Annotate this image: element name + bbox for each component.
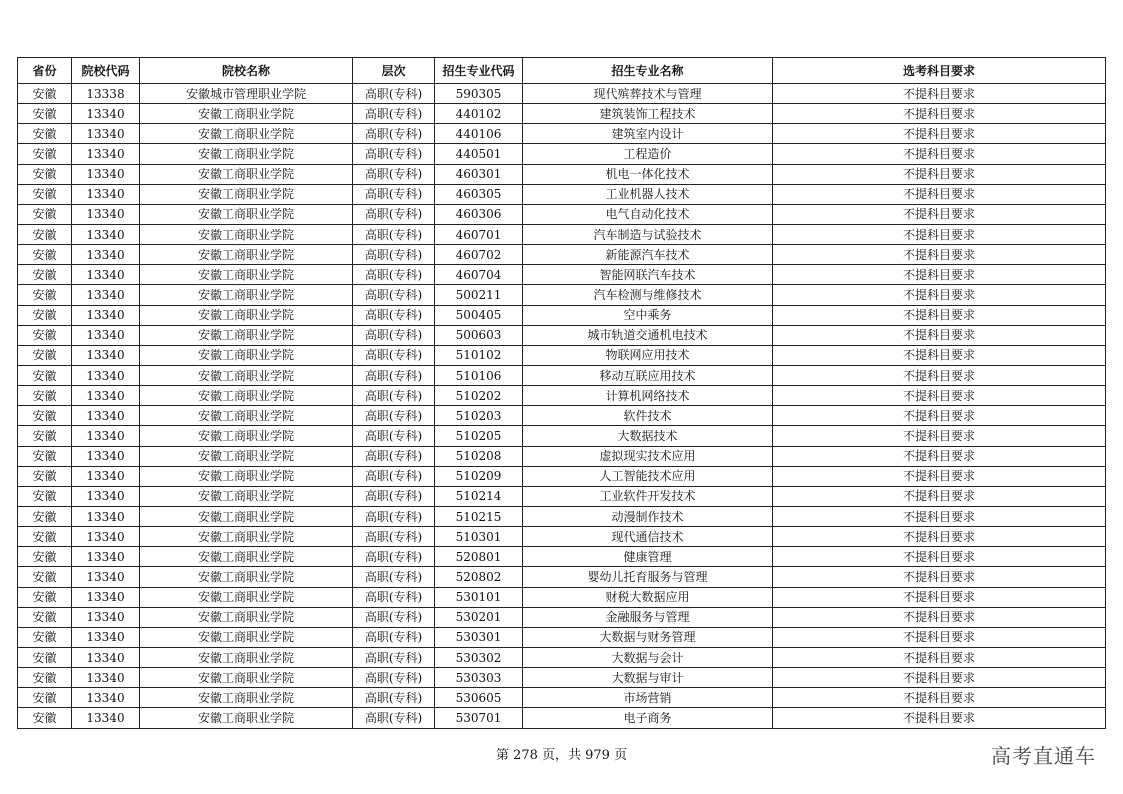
cell-province: 安徽 xyxy=(18,124,72,144)
cell-level: 高职(专科) xyxy=(353,647,435,667)
cell-school-name: 安徽工商职业学院 xyxy=(140,104,353,124)
cell-school-name: 安徽工商职业学院 xyxy=(140,305,353,325)
cell-school-name: 安徽工商职业学院 xyxy=(140,345,353,365)
cell-subject-requirement: 不提科目要求 xyxy=(773,406,1106,426)
cell-school-code: 13340 xyxy=(72,285,140,305)
cell-province: 安徽 xyxy=(18,365,72,385)
cell-level: 高职(专科) xyxy=(353,184,435,204)
cell-school-code: 13340 xyxy=(72,426,140,446)
cell-level: 高职(专科) xyxy=(353,587,435,607)
cell-major-code: 460301 xyxy=(435,164,523,184)
cell-level: 高职(专科) xyxy=(353,345,435,365)
cell-province: 安徽 xyxy=(18,668,72,688)
cell-province: 安徽 xyxy=(18,587,72,607)
cell-school-code: 13340 xyxy=(72,567,140,587)
cell-major-name: 智能网联汽车技术 xyxy=(523,265,773,285)
cell-subject-requirement: 不提科目要求 xyxy=(773,325,1106,345)
cell-subject-requirement: 不提科目要求 xyxy=(773,164,1106,184)
cell-subject-requirement: 不提科目要求 xyxy=(773,647,1106,667)
cell-province: 安徽 xyxy=(18,285,72,305)
cell-school-code: 13340 xyxy=(72,607,140,627)
cell-school-name: 安徽工商职业学院 xyxy=(140,506,353,526)
table-row xyxy=(18,688,1106,708)
cell-major-name: 财税大数据应用 xyxy=(523,587,773,607)
table-row xyxy=(18,245,1106,265)
cell-school-name: 安徽工商职业学院 xyxy=(140,688,353,708)
cell-major-name: 工业软件开发技术 xyxy=(523,486,773,506)
table-row xyxy=(18,668,1106,688)
table-body xyxy=(18,84,1106,729)
header-school-name: 院校名称 xyxy=(140,58,353,84)
table-row xyxy=(18,386,1106,406)
cell-level: 高职(专科) xyxy=(353,466,435,486)
cell-school-name: 安徽工商职业学院 xyxy=(140,406,353,426)
cell-province: 安徽 xyxy=(18,567,72,587)
table-row xyxy=(18,708,1106,728)
cell-province: 安徽 xyxy=(18,184,72,204)
cell-subject-requirement: 不提科目要求 xyxy=(773,204,1106,224)
cell-province: 安徽 xyxy=(18,84,72,104)
table-row xyxy=(18,305,1106,325)
cell-level: 高职(专科) xyxy=(353,527,435,547)
cell-major-name: 大数据技术 xyxy=(523,426,773,446)
cell-province: 安徽 xyxy=(18,647,72,667)
cell-major-code: 460306 xyxy=(435,204,523,224)
cell-school-code: 13340 xyxy=(72,305,140,325)
cell-level: 高职(专科) xyxy=(353,426,435,446)
table-row xyxy=(18,345,1106,365)
cell-subject-requirement: 不提科目要求 xyxy=(773,688,1106,708)
cell-subject-requirement: 不提科目要求 xyxy=(773,386,1106,406)
cell-school-code: 13340 xyxy=(72,688,140,708)
table-row xyxy=(18,547,1106,567)
cell-province: 安徽 xyxy=(18,164,72,184)
cell-level: 高职(专科) xyxy=(353,668,435,688)
cell-level: 高职(专科) xyxy=(353,567,435,587)
table-row xyxy=(18,224,1106,244)
cell-subject-requirement: 不提科目要求 xyxy=(773,567,1106,587)
table-row xyxy=(18,124,1106,144)
cell-school-name: 安徽工商职业学院 xyxy=(140,607,353,627)
table-row xyxy=(18,466,1106,486)
cell-province: 安徽 xyxy=(18,607,72,627)
cell-province: 安徽 xyxy=(18,104,72,124)
cell-major-name: 大数据与会计 xyxy=(523,647,773,667)
table-row xyxy=(18,486,1106,506)
cell-major-name: 计算机网络技术 xyxy=(523,386,773,406)
cell-school-code: 13340 xyxy=(72,466,140,486)
cell-major-name: 新能源汽车技术 xyxy=(523,245,773,265)
header-level: 层次 xyxy=(353,58,435,84)
cell-school-code: 13340 xyxy=(72,446,140,466)
cell-level: 高职(专科) xyxy=(353,446,435,466)
cell-province: 安徽 xyxy=(18,527,72,547)
cell-subject-requirement: 不提科目要求 xyxy=(773,607,1106,627)
watermark-logo: 高考直通车 xyxy=(991,744,1096,768)
table-row xyxy=(18,647,1106,667)
cell-level: 高职(专科) xyxy=(353,486,435,506)
cell-major-code: 510102 xyxy=(435,345,523,365)
cell-province: 安徽 xyxy=(18,265,72,285)
cell-major-name: 健康管理 xyxy=(523,547,773,567)
cell-major-code: 530303 xyxy=(435,668,523,688)
cell-school-code: 13340 xyxy=(72,486,140,506)
cell-major-name: 城市轨道交通机电技术 xyxy=(523,325,773,345)
cell-subject-requirement: 不提科目要求 xyxy=(773,345,1106,365)
cell-province: 安徽 xyxy=(18,506,72,526)
cell-major-name: 动漫制作技术 xyxy=(523,506,773,526)
cell-level: 高职(专科) xyxy=(353,708,435,728)
cell-major-code: 460704 xyxy=(435,265,523,285)
cell-major-code: 460305 xyxy=(435,184,523,204)
cell-level: 高职(专科) xyxy=(353,84,435,104)
table-row xyxy=(18,587,1106,607)
cell-province: 安徽 xyxy=(18,688,72,708)
cell-school-code: 13340 xyxy=(72,204,140,224)
cell-subject-requirement: 不提科目要求 xyxy=(773,668,1106,688)
cell-major-name: 大数据与审计 xyxy=(523,668,773,688)
cell-level: 高职(专科) xyxy=(353,365,435,385)
cell-major-code: 510209 xyxy=(435,466,523,486)
header-school-code: 院校代码 xyxy=(72,58,140,84)
cell-major-name: 物联网应用技术 xyxy=(523,345,773,365)
cell-level: 高职(专科) xyxy=(353,607,435,627)
cell-school-name: 安徽工商职业学院 xyxy=(140,647,353,667)
cell-major-code: 530301 xyxy=(435,627,523,647)
cell-level: 高职(专科) xyxy=(353,124,435,144)
cell-school-name: 安徽工商职业学院 xyxy=(140,285,353,305)
cell-level: 高职(专科) xyxy=(353,506,435,526)
cell-level: 高职(专科) xyxy=(353,204,435,224)
header-major-name: 招生专业名称 xyxy=(523,58,773,84)
cell-subject-requirement: 不提科目要求 xyxy=(773,265,1106,285)
cell-level: 高职(专科) xyxy=(353,547,435,567)
cell-major-code: 440102 xyxy=(435,104,523,124)
cell-province: 安徽 xyxy=(18,446,72,466)
table-row xyxy=(18,527,1106,547)
cell-major-code: 510215 xyxy=(435,506,523,526)
cell-school-name: 安徽工商职业学院 xyxy=(140,527,353,547)
table-row xyxy=(18,365,1106,385)
cell-school-name: 安徽工商职业学院 xyxy=(140,446,353,466)
cell-major-code: 530101 xyxy=(435,587,523,607)
cell-major-code: 510214 xyxy=(435,486,523,506)
cell-level: 高职(专科) xyxy=(353,325,435,345)
cell-major-name: 金融服务与管理 xyxy=(523,607,773,627)
cell-major-code: 440106 xyxy=(435,124,523,144)
cell-school-name: 安徽工商职业学院 xyxy=(140,325,353,345)
cell-level: 高职(专科) xyxy=(353,224,435,244)
cell-school-name: 安徽工商职业学院 xyxy=(140,265,353,285)
cell-major-name: 汽车检测与维修技术 xyxy=(523,285,773,305)
table-row xyxy=(18,426,1106,446)
cell-school-code: 13340 xyxy=(72,587,140,607)
page-number: 第 278 页，共 979 页 xyxy=(495,748,628,763)
cell-major-code: 520801 xyxy=(435,547,523,567)
cell-major-name: 电气自动化技术 xyxy=(523,204,773,224)
table-row xyxy=(18,184,1106,204)
cell-school-code: 13340 xyxy=(72,365,140,385)
cell-school-code: 13340 xyxy=(72,708,140,728)
cell-subject-requirement: 不提科目要求 xyxy=(773,224,1106,244)
cell-province: 安徽 xyxy=(18,466,72,486)
table-row xyxy=(18,607,1106,627)
cell-school-code: 13340 xyxy=(72,224,140,244)
cell-subject-requirement: 不提科目要求 xyxy=(773,144,1106,164)
cell-school-name: 安徽工商职业学院 xyxy=(140,627,353,647)
cell-major-name: 大数据与财务管理 xyxy=(523,627,773,647)
cell-major-name: 工程造价 xyxy=(523,144,773,164)
cell-major-name: 人工智能技术应用 xyxy=(523,466,773,486)
cell-major-code: 530201 xyxy=(435,607,523,627)
cell-subject-requirement: 不提科目要求 xyxy=(773,365,1106,385)
cell-level: 高职(专科) xyxy=(353,627,435,647)
cell-school-code: 13340 xyxy=(72,386,140,406)
cell-major-name: 建筑室内设计 xyxy=(523,124,773,144)
cell-school-code: 13340 xyxy=(72,144,140,164)
cell-subject-requirement: 不提科目要求 xyxy=(773,245,1106,265)
cell-major-code: 510106 xyxy=(435,365,523,385)
cell-school-code: 13340 xyxy=(72,647,140,667)
table-row xyxy=(18,446,1106,466)
table-row xyxy=(18,265,1106,285)
cell-school-name: 安徽工商职业学院 xyxy=(140,567,353,587)
table-row xyxy=(18,104,1106,124)
cell-major-name: 电子商务 xyxy=(523,708,773,728)
cell-major-name: 移动互联应用技术 xyxy=(523,365,773,385)
cell-province: 安徽 xyxy=(18,204,72,224)
cell-level: 高职(专科) xyxy=(353,285,435,305)
cell-major-name: 现代殡葬技术与管理 xyxy=(523,84,773,104)
cell-subject-requirement: 不提科目要求 xyxy=(773,285,1106,305)
cell-major-code: 530302 xyxy=(435,647,523,667)
table-row xyxy=(18,164,1106,184)
table-row xyxy=(18,285,1106,305)
cell-major-name: 建筑装饰工程技术 xyxy=(523,104,773,124)
cell-school-code: 13340 xyxy=(72,265,140,285)
cell-school-code: 13338 xyxy=(72,84,140,104)
table-row xyxy=(18,567,1106,587)
cell-school-name: 安徽工商职业学院 xyxy=(140,224,353,244)
table-row xyxy=(18,506,1106,526)
header-province: 省份 xyxy=(18,58,72,84)
cell-subject-requirement: 不提科目要求 xyxy=(773,527,1106,547)
cell-level: 高职(专科) xyxy=(353,406,435,426)
table-row xyxy=(18,204,1106,224)
cell-school-name: 安徽工商职业学院 xyxy=(140,245,353,265)
cell-level: 高职(专科) xyxy=(353,265,435,285)
cell-province: 安徽 xyxy=(18,547,72,567)
cell-school-code: 13340 xyxy=(72,627,140,647)
cell-school-code: 13340 xyxy=(72,547,140,567)
cell-subject-requirement: 不提科目要求 xyxy=(773,466,1106,486)
cell-province: 安徽 xyxy=(18,224,72,244)
cell-major-code: 510202 xyxy=(435,386,523,406)
cell-subject-requirement: 不提科目要求 xyxy=(773,184,1106,204)
cell-school-name: 安徽工商职业学院 xyxy=(140,184,353,204)
cell-school-name: 安徽工商职业学院 xyxy=(140,668,353,688)
cell-major-code: 530701 xyxy=(435,708,523,728)
cell-school-name: 安徽工商职业学院 xyxy=(140,365,353,385)
cell-level: 高职(专科) xyxy=(353,386,435,406)
cell-major-name: 空中乘务 xyxy=(523,305,773,325)
admissions-table xyxy=(17,57,1106,729)
cell-subject-requirement: 不提科目要求 xyxy=(773,506,1106,526)
cell-major-name: 现代通信技术 xyxy=(523,527,773,547)
cell-major-code: 500603 xyxy=(435,325,523,345)
cell-level: 高职(专科) xyxy=(353,688,435,708)
cell-level: 高职(专科) xyxy=(353,245,435,265)
table-row xyxy=(18,406,1106,426)
cell-school-code: 13340 xyxy=(72,527,140,547)
cell-subject-requirement: 不提科目要求 xyxy=(773,124,1106,144)
cell-major-name: 软件技术 xyxy=(523,406,773,426)
cell-subject-requirement: 不提科目要求 xyxy=(773,587,1106,607)
cell-major-code: 520802 xyxy=(435,567,523,587)
cell-school-name: 安徽工商职业学院 xyxy=(140,386,353,406)
cell-school-code: 13340 xyxy=(72,506,140,526)
cell-school-name: 安徽工商职业学院 xyxy=(140,486,353,506)
cell-level: 高职(专科) xyxy=(353,144,435,164)
table-row xyxy=(18,144,1106,164)
cell-subject-requirement: 不提科目要求 xyxy=(773,547,1106,567)
cell-subject-requirement: 不提科目要求 xyxy=(773,104,1106,124)
cell-school-code: 13340 xyxy=(72,345,140,365)
cell-subject-requirement: 不提科目要求 xyxy=(773,708,1106,728)
cell-province: 安徽 xyxy=(18,144,72,164)
cell-province: 安徽 xyxy=(18,345,72,365)
cell-school-name: 安徽工商职业学院 xyxy=(140,547,353,567)
cell-subject-requirement: 不提科目要求 xyxy=(773,446,1106,466)
cell-major-name: 工业机器人技术 xyxy=(523,184,773,204)
cell-province: 安徽 xyxy=(18,406,72,426)
cell-school-name: 安徽工商职业学院 xyxy=(140,466,353,486)
cell-school-code: 13340 xyxy=(72,124,140,144)
cell-province: 安徽 xyxy=(18,627,72,647)
cell-school-code: 13340 xyxy=(72,406,140,426)
cell-subject-requirement: 不提科目要求 xyxy=(773,486,1106,506)
cell-major-code: 440501 xyxy=(435,144,523,164)
cell-major-code: 500211 xyxy=(435,285,523,305)
cell-school-code: 13340 xyxy=(72,668,140,688)
cell-province: 安徽 xyxy=(18,325,72,345)
cell-level: 高职(专科) xyxy=(353,164,435,184)
cell-major-code: 510301 xyxy=(435,527,523,547)
cell-major-name: 机电一体化技术 xyxy=(523,164,773,184)
header-subject-requirement: 选考科目要求 xyxy=(773,58,1106,84)
table-row xyxy=(18,325,1106,345)
cell-major-name: 市场营销 xyxy=(523,688,773,708)
cell-school-code: 13340 xyxy=(72,184,140,204)
cell-province: 安徽 xyxy=(18,305,72,325)
cell-level: 高职(专科) xyxy=(353,104,435,124)
cell-major-code: 510203 xyxy=(435,406,523,426)
cell-major-code: 530605 xyxy=(435,688,523,708)
cell-level: 高职(专科) xyxy=(353,305,435,325)
cell-subject-requirement: 不提科目要求 xyxy=(773,426,1106,446)
cell-province: 安徽 xyxy=(18,426,72,446)
cell-subject-requirement: 不提科目要求 xyxy=(773,84,1106,104)
header-major-code: 招生专业代码 xyxy=(435,58,523,84)
cell-province: 安徽 xyxy=(18,708,72,728)
cell-major-code: 510205 xyxy=(435,426,523,446)
cell-school-name: 安徽工商职业学院 xyxy=(140,144,353,164)
cell-province: 安徽 xyxy=(18,486,72,506)
cell-major-code: 590305 xyxy=(435,84,523,104)
cell-province: 安徽 xyxy=(18,386,72,406)
cell-school-name: 安徽工商职业学院 xyxy=(140,124,353,144)
cell-school-name: 安徽城市管理职业学院 xyxy=(140,84,353,104)
cell-school-name: 安徽工商职业学院 xyxy=(140,587,353,607)
cell-major-code: 500405 xyxy=(435,305,523,325)
cell-major-name: 汽车制造与试验技术 xyxy=(523,224,773,244)
cell-province: 安徽 xyxy=(18,245,72,265)
table-row xyxy=(18,84,1106,104)
cell-school-name: 安徽工商职业学院 xyxy=(140,708,353,728)
cell-school-name: 安徽工商职业学院 xyxy=(140,426,353,446)
cell-subject-requirement: 不提科目要求 xyxy=(773,627,1106,647)
cell-school-code: 13340 xyxy=(72,325,140,345)
cell-major-name: 虚拟现实技术应用 xyxy=(523,446,773,466)
cell-school-name: 安徽工商职业学院 xyxy=(140,204,353,224)
cell-school-name: 安徽工商职业学院 xyxy=(140,164,353,184)
table-row xyxy=(18,627,1106,647)
cell-major-name: 婴幼儿托育服务与管理 xyxy=(523,567,773,587)
cell-major-code: 460701 xyxy=(435,224,523,244)
cell-school-code: 13340 xyxy=(72,164,140,184)
cell-school-code: 13340 xyxy=(72,245,140,265)
cell-major-code: 460702 xyxy=(435,245,523,265)
table-header-row xyxy=(18,58,1106,84)
cell-major-code: 510208 xyxy=(435,446,523,466)
cell-school-code: 13340 xyxy=(72,104,140,124)
cell-subject-requirement: 不提科目要求 xyxy=(773,305,1106,325)
